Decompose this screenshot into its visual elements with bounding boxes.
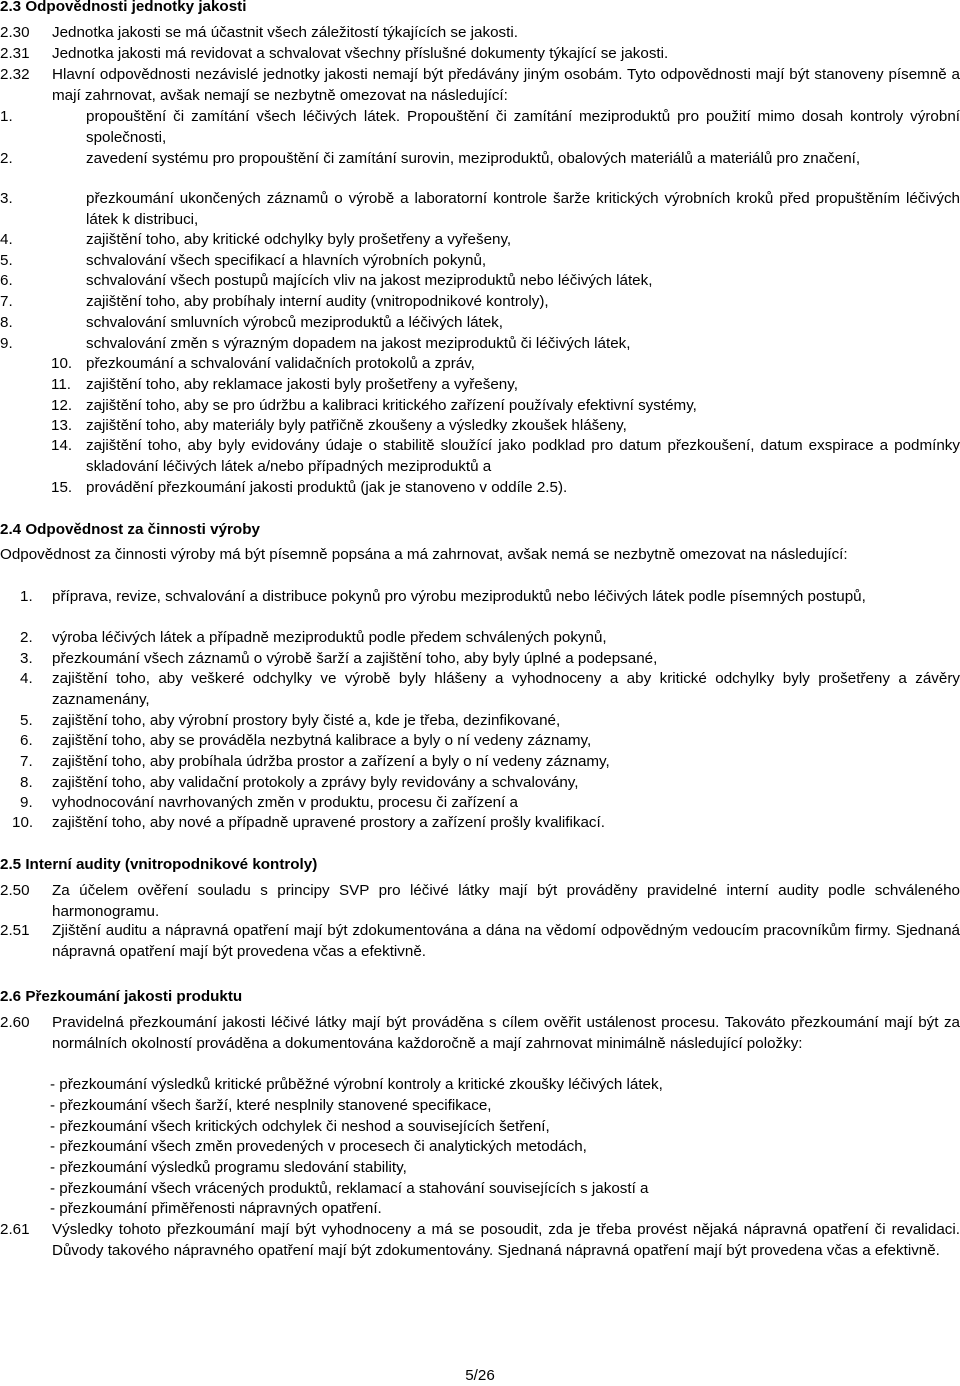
- list-item: [0, 752, 960, 773]
- list-item: [0, 436, 960, 478]
- list-item: [0, 649, 960, 670]
- list-item-number: 2.: [20, 629, 33, 646]
- bullet-item: [0, 1158, 960, 1179]
- list-item-text: schvalování všech specifikací a hlavních výrobních pokynů,: [86, 252, 487, 269]
- list-item: [0, 375, 960, 396]
- list-item: [0, 107, 960, 149]
- list-item-text: přezkoumání ukončených záznamů o výrobě a laboratorní kontrole šarže kritických výrobních kroků před propuštěním léčivých látek k distribuci,: [86, 190, 960, 228]
- list-item-text: přezkoumání všech záznamů o výrobě šarží a zajištění toho, aby byly úplné a podepsané,: [52, 650, 658, 667]
- section-title-2-5: 2.5 Interní audity (vnitropodnikové kontroly): [0, 856, 318, 873]
- list-item-number: 4.: [0, 231, 13, 248]
- list-item-number: 10.: [12, 814, 34, 831]
- list-item: [0, 731, 960, 752]
- paragraph-2-61: [0, 1220, 960, 1262]
- bullet-text: - přezkoumání přiměřenosti nápravných opatření.: [50, 1200, 382, 1217]
- list-item: [0, 711, 960, 732]
- paragraph-2-51: [0, 921, 960, 963]
- list-item-number: 7.: [20, 753, 33, 770]
- list-item-number: 5.: [0, 252, 13, 269]
- list-item: [0, 292, 960, 313]
- list-item-number: 6.: [20, 732, 33, 749]
- bullet-text: - přezkoumání všech kritických odchylek či neshod a souvisejících šetření,: [50, 1118, 550, 1135]
- list-item: [0, 587, 960, 608]
- paragraph-text: Pravidelná přezkoumání jakosti léčivé látky mají být prováděna s cílem ověřit ustálenost procesu. Takováto přezkoumání mají být za normálních okolností prováděna a dokumentována každoročně a mají zahrnovat minimálně následující položky:: [52, 1014, 960, 1052]
- paragraph-number: 2.51: [0, 922, 30, 939]
- list-item-number: 2.: [0, 150, 13, 167]
- list-item-number: 11.: [51, 376, 71, 393]
- paragraph-text: Jednotka jakosti se má účastnit všech záležitostí týkajících se jakosti.: [52, 24, 518, 41]
- list-item-text: zajištění toho, aby se pro údržbu a kalibraci kritického zařízení používaly efektivní systémy,: [86, 397, 697, 414]
- paragraph-number: 2.31: [0, 45, 30, 62]
- bullet-text: - přezkoumání všech změn provedených v procesech či analytických metodách,: [50, 1138, 587, 1155]
- list-item-text: schvalování smluvních výrobců meziproduktů a léčivých látek,: [86, 314, 503, 331]
- bullet-item: [0, 1075, 960, 1096]
- paragraph-number: 2.30: [0, 24, 30, 41]
- bullet-item: [0, 1179, 960, 1200]
- list-item-number: 10.: [51, 355, 73, 372]
- list-item-number: 6.: [0, 272, 13, 289]
- paragraph-number: 2.60: [0, 1014, 30, 1031]
- list-item: [0, 230, 960, 251]
- bullet-text: - přezkoumání všech vrácených produktů, reklamací a stahování souvisejících s jakostí a: [50, 1180, 649, 1197]
- paragraph-text: Zjištění auditu a nápravná opatření mají být zdokumentována a dána na vědomí odpovědným vedoucím pracovníkům firmy. Sjednaná nápravná opatření mají být provedena včas a efektivně.: [52, 922, 960, 960]
- list-item-number: 8.: [20, 774, 33, 791]
- list-item-text: zajištění toho, aby veškeré odchylky ve výrobě byly hlášeny a vyhodnoceny a aby kritické odchylky byly prošetřeny a závěry zaznamenány,: [52, 670, 960, 708]
- list-item-number: 3.: [0, 190, 13, 207]
- list-item-text: zajištění toho, aby validační protokoly a zprávy byly revidovány a schvalovány,: [52, 774, 579, 791]
- list-item-text: schvalování všech postupů majících vliv na jakost meziproduktů nebo léčivých látek,: [86, 272, 653, 289]
- page-number: 5/26: [465, 1367, 495, 1384]
- list-item: [0, 669, 960, 711]
- list-item-number: 1.: [0, 108, 13, 125]
- paragraph-2-32: [0, 65, 960, 107]
- list-item-text: propouštění či zamítání všech léčivých látek. Propouštění či zamítání meziproduktů pro použití mimo dosah kontroly výrobní společnosti,: [86, 108, 960, 146]
- list-item: [0, 354, 960, 375]
- section-title-2-6: 2.6 Přezkoumání jakosti produktu: [0, 988, 243, 1005]
- paragraph-number: 2.50: [0, 882, 30, 899]
- bullet-text: - přezkoumání všech šarží, které nesplnily stanovené specifikace,: [50, 1097, 492, 1114]
- list-item: [0, 334, 960, 355]
- list-item-number: 3.: [20, 650, 33, 667]
- list-item-text: zajištění toho, aby se prováděla nezbytná kalibrace a byly o ní vedeny záznamy,: [52, 732, 592, 749]
- list-item: [0, 416, 960, 437]
- list-item-text: příprava, revize, schvalování a distribuce pokynů pro výrobu meziproduktů nebo léčivých látek podle písemných postupů,: [52, 588, 866, 605]
- paragraph-number: 2.61: [0, 1221, 30, 1238]
- paragraph-text: Za účelem ověření souladu s principy SVP pro léčivé látky mají být prováděny pravidelné interní audity podle schváleného harmonogramu.: [52, 882, 960, 920]
- list-item-number: 9.: [0, 335, 13, 352]
- list-item-text: výroba léčivých látek a případně meziproduktů podle předem schválených pokynů,: [52, 629, 607, 646]
- list-item-text: zajištění toho, aby kritické odchylky byly prošetřeny a vyřešeny,: [86, 231, 512, 248]
- list-item-text: zajištění toho, aby materiály byly patřičně zkoušeny a výsledky zkoušek hlášeny,: [86, 417, 627, 434]
- paragraph-2-60: [0, 1013, 960, 1055]
- paragraph-2-50: [0, 881, 960, 923]
- list-item: [0, 251, 960, 272]
- bullet-item: [0, 1117, 960, 1138]
- list-item: [0, 628, 960, 649]
- list-item-text: schvalování změn s výrazným dopadem na jakost meziproduktů či léčivých látek,: [86, 335, 631, 352]
- paragraph-text: Výsledky tohoto přezkoumání mají být vyhodnoceny a má se posoudit, zda je třeba provést nějaká nápravná opatření či revalidaci. Důvody takového nápravného opatření mají být zdokumentovány. Sjednaná nápravná opatření mají být provedena včas a efektivně.: [52, 1221, 960, 1259]
- list-item-text: zavedení systému pro propouštění či zamítání surovin, meziproduktů, obalových materiálů a materiálů pro značení,: [86, 150, 861, 167]
- list-item: [0, 793, 960, 814]
- list-item-text: vyhodnocování navrhovaných změn v produktu, procesu či zařízení a: [52, 794, 519, 811]
- paragraph-2-30: [0, 23, 960, 44]
- bullet-text: - přezkoumání výsledků programu sledování stability,: [50, 1159, 407, 1176]
- bullet-item: [0, 1096, 960, 1117]
- list-item-number: 9.: [20, 794, 33, 811]
- list-item: [0, 189, 960, 231]
- list-item-number: 14.: [51, 437, 73, 454]
- paragraph-text: Hlavní odpovědnosti nezávislé jednotky jakosti nemají být předávány jiným osobám. Tyto odpovědnosti mají být stanoveny písemně a mají zahrnovat, avšak nemají se nezbytně omezovat na následující:: [52, 66, 960, 104]
- list-item-number: 8.: [0, 314, 13, 331]
- paragraph-number: 2.32: [0, 66, 30, 83]
- list-item: [0, 271, 960, 292]
- list-item-number: 15.: [51, 479, 73, 496]
- list-item-number: 7.: [0, 293, 13, 310]
- list-item-number: 12.: [51, 397, 73, 414]
- bullet-item: [0, 1137, 960, 1158]
- list-item-text: zajištění toho, aby nové a případně upravené prostory a zařízení prošly kvalifikací.: [52, 814, 605, 831]
- list-item: [0, 773, 960, 794]
- list-item-text: zajištění toho, aby probíhaly interní audity (vnitropodnikové kontroly),: [86, 293, 549, 310]
- paragraph-2-31: [0, 44, 960, 65]
- list-item-text: zajištění toho, aby reklamace jakosti byly prošetřeny a vyřešeny,: [86, 376, 518, 393]
- list-item: [0, 313, 960, 334]
- list-item: [0, 396, 960, 417]
- list-item-text: provádění přezkoumání jakosti produktů (jak je stanoveno v oddíle 2.5).: [86, 479, 568, 496]
- list-item-text: zajištění toho, aby probíhala údržba prostor a zařízení a byly o ní vedeny záznamy,: [52, 753, 610, 770]
- paragraph-text: Jednotka jakosti má revidovat a schvalovat všechny příslušné dokumenty týkající se jakosti.: [52, 45, 669, 62]
- section-title-2-4: 2.4 Odpovědnost za činnosti výroby: [0, 521, 260, 538]
- bullet-text: - přezkoumání výsledků kritické průběžné výrobní kontroly a kritické zkoušky léčivých látek,: [50, 1076, 663, 1093]
- section-title-2-3: 2.3 Odpovědnosti jednotky jakosti: [0, 0, 247, 15]
- bullet-item: [0, 1199, 960, 1220]
- paragraph-2-4-intro: Odpovědnost za činnosti výroby má být písemně popsána a má zahrnovat, avšak nemá se nezbytně omezovat na následující:: [0, 546, 848, 563]
- list-item: [0, 149, 960, 170]
- list-item-text: zajištění toho, aby byly evidovány údaje o stabilitě sloužící jako podklad pro datum přezkoušení, datum exspirace a podmínky skladování léčivých látek a/nebo případných meziproduktů a: [86, 437, 960, 475]
- list-item-text: přezkoumání a schvalování validačních protokolů a zpráv,: [86, 355, 475, 372]
- list-item-number: 13.: [51, 417, 73, 434]
- list-item: [0, 478, 960, 499]
- list-item-number: 5.: [20, 712, 33, 729]
- list-item-number: 4.: [20, 670, 33, 687]
- list-item-number: 1.: [20, 588, 33, 605]
- list-item-text: zajištění toho, aby výrobní prostory byly čisté a, kde je třeba, dezinfikované,: [52, 712, 561, 729]
- list-item: [0, 813, 960, 834]
